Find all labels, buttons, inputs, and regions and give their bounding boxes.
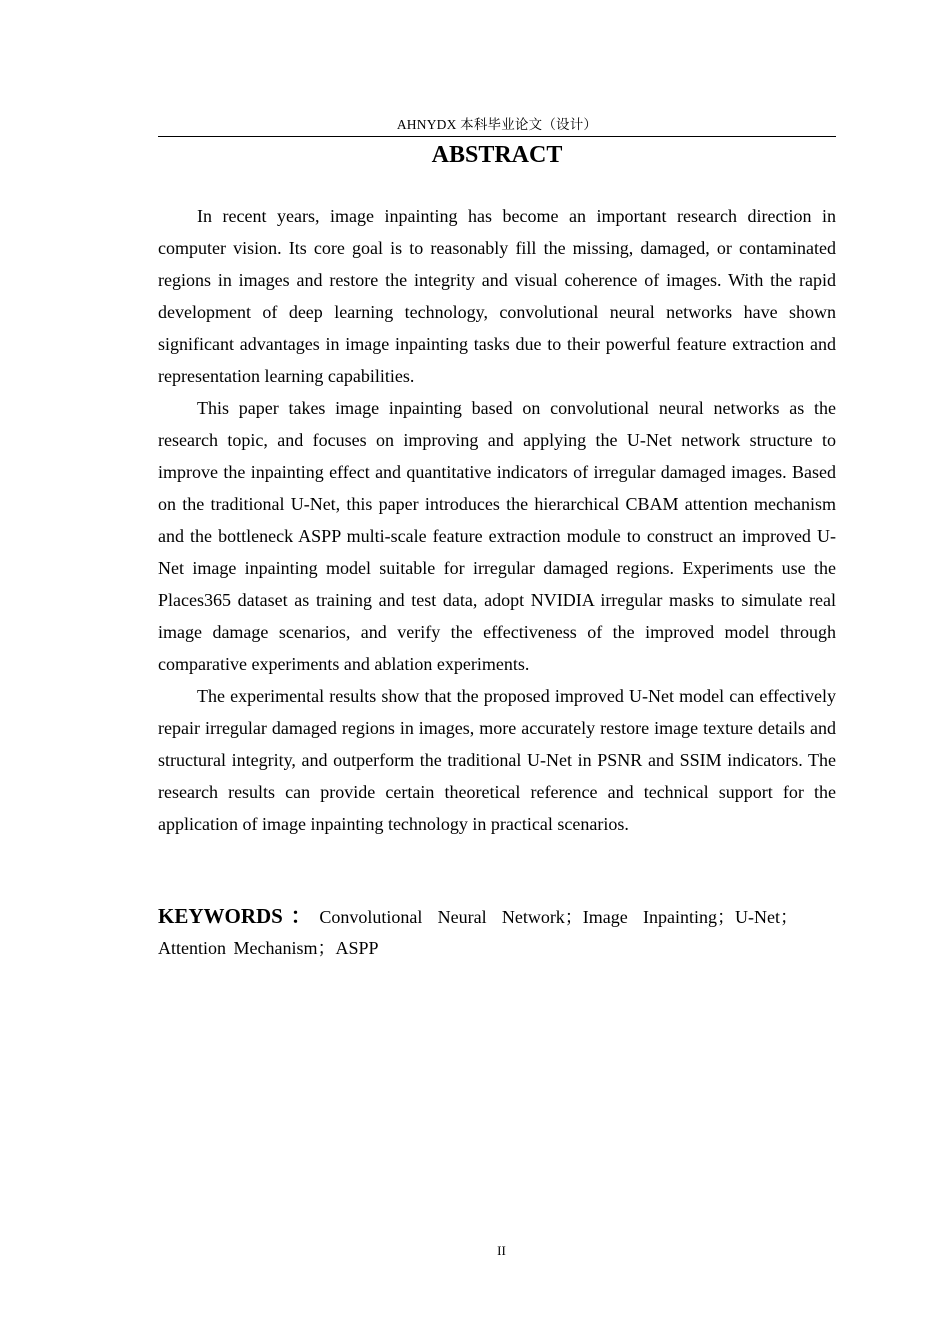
running-header: AHNYDX 本科毕业论文（设计） — [396, 117, 598, 132]
keywords-block — [158, 901, 798, 964]
keywords-label: KEYWORDS： — [158, 904, 320, 928]
abstract-paragraph-1: In recent years, image inpainting has become an important research direction in computer vision. Its core goal is to reasonably fill the missing, damaged, or contaminated regions in images and restore the integrity and visual coherence of images. With the rapid development of deep learning technology, convolutional neural networks have shown significant advantages in image inpainting tasks due to their powerful feature extraction and representation learning capabilities. — [158, 206, 836, 386]
page-number: II — [497, 1243, 506, 1258]
abstract-paragraph-3: The experimental results show that the proposed improved U-Net model can effectively repair irregular damaged regions in images, more accurately restore image texture details and structural integrity, and outperform the traditional U-Net in PSNR and SSIM indicators. The research results can provide certain theoretical reference and technical support for the application of image inpainting technology in practical scenarios. — [158, 686, 836, 834]
abstract-title: ABSTRACT — [431, 142, 563, 168]
header-rule — [158, 136, 836, 137]
keywords-text: Convolutional Neural Network；Image Inpainting；U-Net；Attention Mechanism；ASPP — [158, 907, 798, 958]
abstract-body — [158, 200, 836, 840]
abstract-paragraph-2: This paper takes image inpainting based on convolutional neural networks as the research topic, and focuses on improving and applying the U-Net network structure to improve the inpainting effect and quantitative indicators of irregular damaged images. Based on the traditional U-Net, this paper introduces the hierarchical CBAM attention mechanism and the bottleneck ASPP multi-scale feature extraction module to construct an improved U-Net image inpainting model suitable for irregular damaged regions. Experiments use the Places365 dataset as training and test data, adopt NVIDIA irregular masks to simulate real image damage scenarios, and verify the effectiveness of the improved model through comparative experiments and ablation experiments. — [158, 398, 836, 674]
